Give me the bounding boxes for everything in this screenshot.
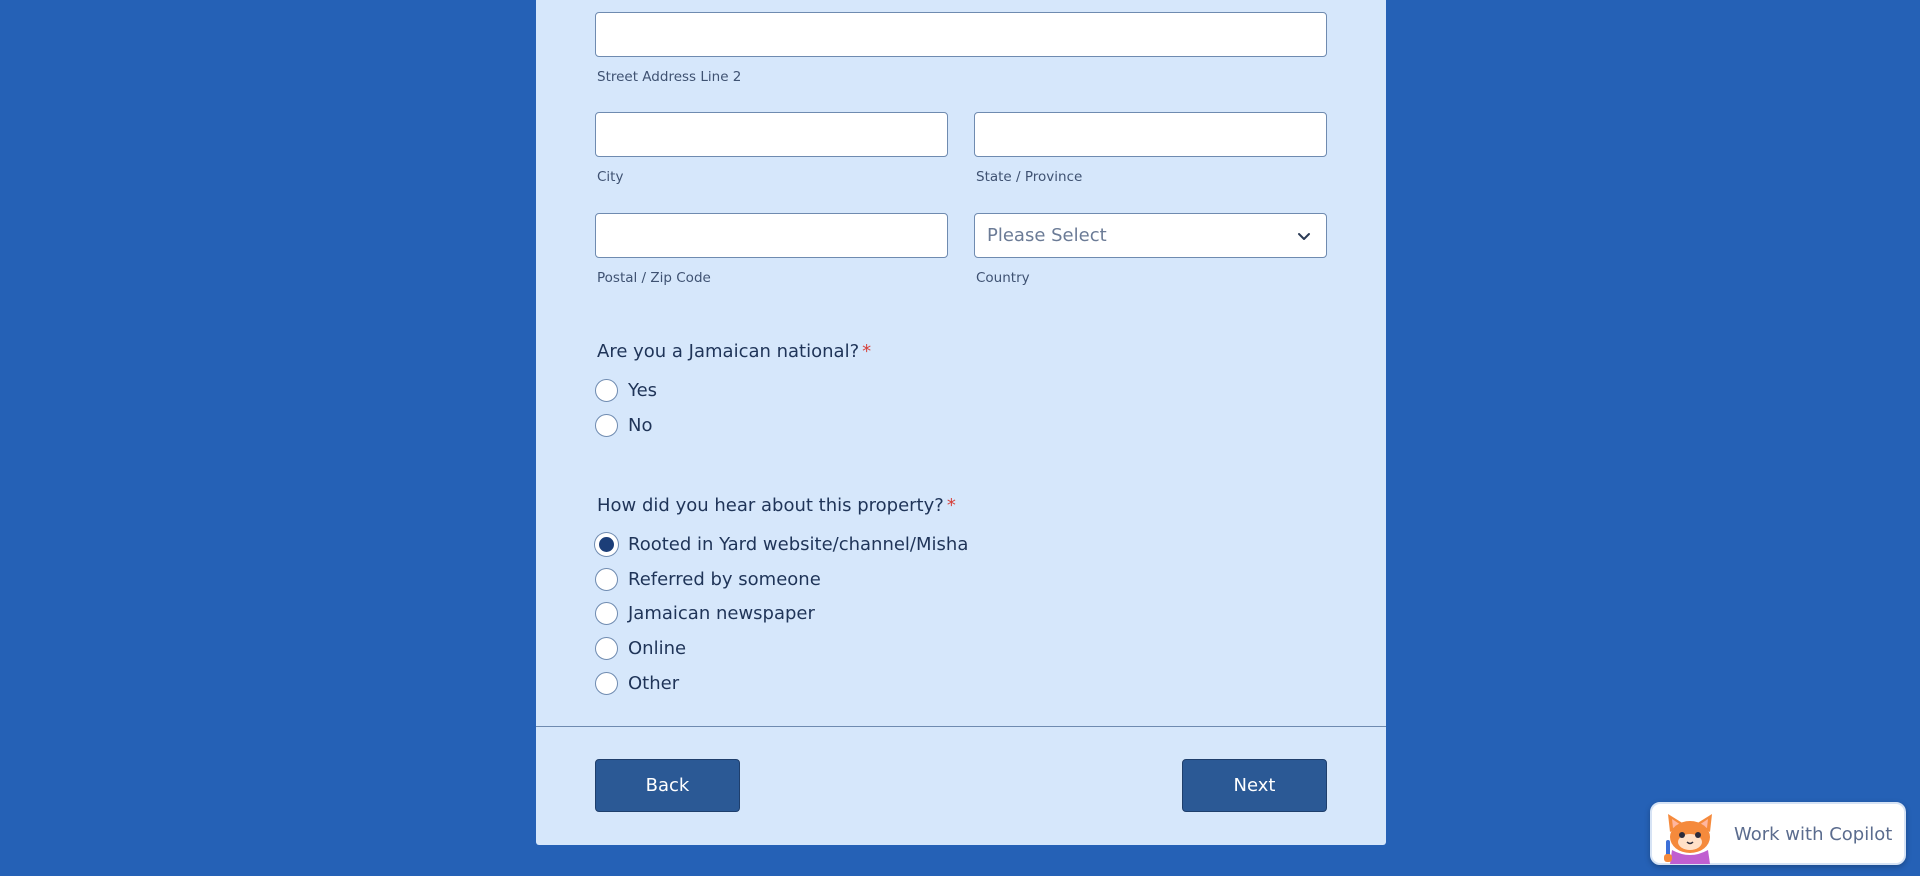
city-input[interactable] bbox=[595, 112, 948, 157]
radio-label: Referred by someone bbox=[628, 568, 821, 590]
footer-divider bbox=[536, 726, 1386, 727]
state-field bbox=[974, 112, 1327, 185]
radio-hear-newspaper[interactable] bbox=[595, 601, 815, 625]
next-button[interactable]: Next bbox=[1182, 759, 1327, 812]
radio-label: Online bbox=[628, 637, 687, 659]
postal-input[interactable] bbox=[595, 213, 948, 258]
cat-avatar-icon bbox=[1662, 810, 1718, 864]
radio-national-no[interactable] bbox=[595, 413, 652, 437]
city-field bbox=[595, 112, 948, 185]
required-mark: * bbox=[946, 495, 956, 516]
radio-circle[interactable] bbox=[595, 637, 618, 660]
country-label: Country bbox=[976, 270, 1030, 286]
country-field bbox=[974, 213, 1327, 286]
city-label: City bbox=[597, 169, 624, 185]
radio-hear-online[interactable] bbox=[595, 636, 686, 660]
postal-field bbox=[595, 213, 948, 286]
question-hear-about bbox=[597, 495, 956, 516]
radio-circle[interactable] bbox=[595, 379, 618, 402]
question-jamaican-national bbox=[597, 341, 871, 362]
radio-circle[interactable] bbox=[595, 602, 618, 625]
radio-hear-rooted-in-yard[interactable] bbox=[595, 532, 968, 556]
copilot-label: Work with Copilot bbox=[1734, 824, 1893, 845]
street-address-line2-field bbox=[595, 12, 1327, 85]
radio-hear-other[interactable] bbox=[595, 671, 679, 695]
street-address-line2-label: Street Address Line 2 bbox=[597, 69, 742, 85]
country-select-value: Please Select bbox=[987, 225, 1107, 246]
street-address-line2-input[interactable] bbox=[595, 12, 1327, 57]
radio-label: Rooted in Yard website/channel/Misha bbox=[628, 533, 969, 555]
radio-circle[interactable] bbox=[595, 414, 618, 437]
radio-label: Yes bbox=[628, 379, 658, 401]
radio-label: Jamaican newspaper bbox=[628, 602, 815, 624]
postal-label: Postal / Zip Code bbox=[597, 270, 711, 286]
back-button[interactable]: Back bbox=[595, 759, 740, 812]
radio-label: Other bbox=[628, 672, 680, 694]
work-with-copilot-button[interactable] bbox=[1650, 802, 1906, 865]
question-jamaican-national-text: Are you a Jamaican national? bbox=[597, 341, 860, 362]
radio-dot bbox=[599, 537, 614, 552]
required-mark: * bbox=[862, 341, 872, 362]
radio-circle[interactable] bbox=[595, 568, 618, 591]
radio-circle[interactable] bbox=[595, 672, 618, 695]
radio-circle-checked[interactable] bbox=[595, 533, 618, 556]
state-input[interactable] bbox=[974, 112, 1327, 157]
radio-national-yes[interactable] bbox=[595, 378, 657, 402]
country-select[interactable] bbox=[974, 213, 1327, 258]
state-label: State / Province bbox=[976, 169, 1083, 185]
question-hear-about-text: How did you hear about this property? bbox=[597, 495, 944, 516]
radio-label: No bbox=[628, 414, 653, 436]
radio-hear-referred[interactable] bbox=[595, 567, 821, 591]
chevron-down-icon bbox=[1296, 228, 1312, 244]
